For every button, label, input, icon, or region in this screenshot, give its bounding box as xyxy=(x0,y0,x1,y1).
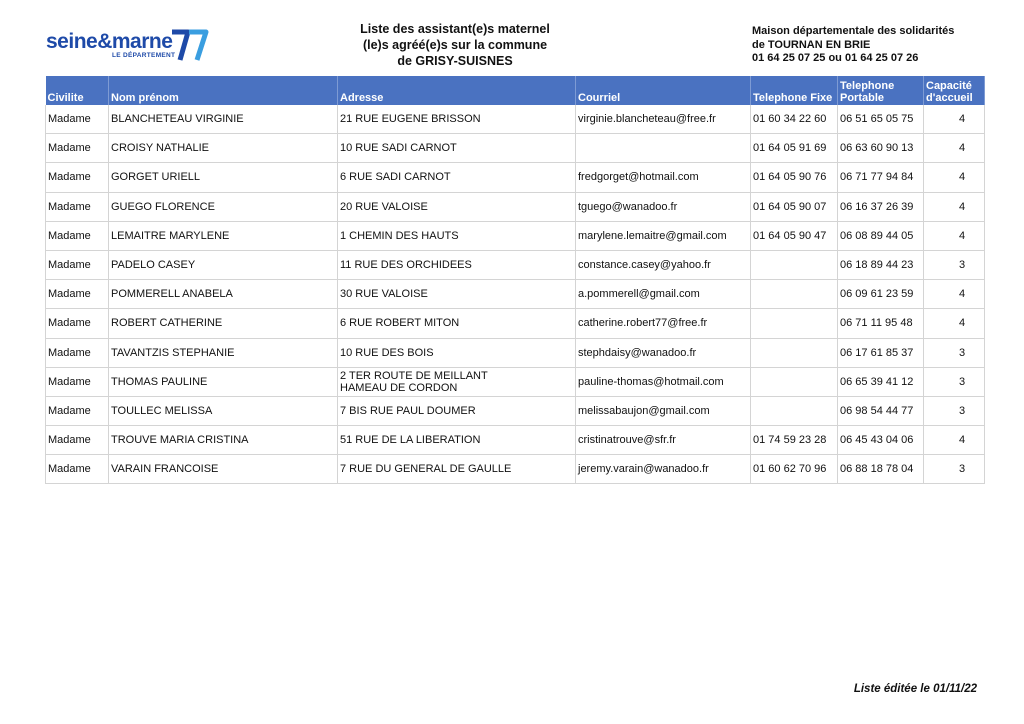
cell-civilite: Madame xyxy=(46,426,109,455)
cell-courriel: melissabaujon@gmail.com xyxy=(576,396,751,425)
cell-capacite: 3 xyxy=(924,338,985,367)
cell-capacite: 4 xyxy=(924,192,985,221)
cell-tel-portable: 06 71 77 94 84 xyxy=(838,163,924,192)
department-logo xyxy=(46,28,211,64)
edition-date: Liste éditée le 01/11/22 xyxy=(853,683,977,695)
cell-capacite: 4 xyxy=(924,280,985,309)
cell-nom: BLANCHETEAU VIRGINIE xyxy=(109,105,338,134)
cell-adresse: 21 RUE EUGENE BRISSON xyxy=(338,105,576,134)
cell-capacite: 4 xyxy=(924,426,985,455)
cell-tel-fixe xyxy=(751,309,838,338)
cell-tel-portable: 06 08 89 44 05 xyxy=(838,221,924,250)
cell-capacite: 4 xyxy=(924,134,985,163)
cell-courriel: a.pommerell@gmail.com xyxy=(576,280,751,309)
cell-courriel: stephdaisy@wanadoo.fr xyxy=(576,338,751,367)
cell-civilite: Madame xyxy=(46,309,109,338)
cell-capacite: 4 xyxy=(924,163,985,192)
cell-nom: GUEGO FLORENCE xyxy=(109,192,338,221)
cell-capacite: 4 xyxy=(924,221,985,250)
cell-nom: GORGET URIELL xyxy=(109,163,338,192)
cell-nom: LEMAITRE MARYLENE xyxy=(109,221,338,250)
title-line-1: Liste des assistant(e)s maternel xyxy=(360,22,550,36)
table-row xyxy=(46,105,985,134)
cell-courriel: catherine.robert77@free.fr xyxy=(576,309,751,338)
cell-tel-fixe xyxy=(751,367,838,396)
cell-adresse: 10 RUE DES BOIS xyxy=(338,338,576,367)
cell-civilite: Madame xyxy=(46,250,109,279)
assistants-table xyxy=(45,76,985,484)
cell-capacite: 4 xyxy=(924,309,985,338)
cell-courriel: tguego@wanadoo.fr xyxy=(576,192,751,221)
org-phone: 01 64 25 07 25 ou 01 64 25 07 26 xyxy=(752,52,919,64)
table-row xyxy=(46,455,985,484)
cell-courriel: jeremy.varain@wanadoo.fr xyxy=(576,455,751,484)
cell-nom: POMMERELL ANABELA xyxy=(109,280,338,309)
cell-tel-portable: 06 16 37 26 39 xyxy=(838,192,924,221)
logo-77-icon xyxy=(170,28,210,64)
cell-tel-fixe: 01 74 59 23 28 xyxy=(751,426,838,455)
cell-nom: TROUVE MARIA CRISTINA xyxy=(109,426,338,455)
cell-courriel: virginie.blancheteau@free.fr xyxy=(576,105,751,134)
cell-tel-fixe: 01 64 05 90 07 xyxy=(751,192,838,221)
table-row xyxy=(46,338,985,367)
col-header-capacite: Capacité d'accueil xyxy=(924,76,985,105)
cell-courriel: constance.casey@yahoo.fr xyxy=(576,250,751,279)
cell-civilite: Madame xyxy=(46,367,109,396)
cell-tel-portable: 06 63 60 90 13 xyxy=(838,134,924,163)
table-row xyxy=(46,192,985,221)
cell-nom: VARAIN FRANCOISE xyxy=(109,455,338,484)
logo-tagline: LE DÉPARTEMENT xyxy=(112,52,176,59)
table-body xyxy=(46,105,985,484)
organization-info xyxy=(752,25,954,66)
table-row xyxy=(46,396,985,425)
table-header-row xyxy=(46,76,985,105)
cell-tel-fixe: 01 60 62 70 96 xyxy=(751,455,838,484)
cell-adresse: 1 CHEMIN DES HAUTS xyxy=(338,221,576,250)
cell-nom: THOMAS PAULINE xyxy=(109,367,338,396)
cell-tel-portable: 06 71 11 95 48 xyxy=(838,309,924,338)
cell-tel-portable: 06 88 18 78 04 xyxy=(838,455,924,484)
cell-tel-fixe xyxy=(751,396,838,425)
org-name: Maison départementale des solidarités xyxy=(752,25,955,37)
cell-tel-portable: 06 45 43 04 06 xyxy=(838,426,924,455)
table-row xyxy=(46,221,985,250)
cell-civilite: Madame xyxy=(46,105,109,134)
cell-adresse: 7 RUE DU GENERAL DE GAULLE xyxy=(338,455,576,484)
cell-adresse: 20 RUE VALOISE xyxy=(338,192,576,221)
cell-tel-fixe: 01 64 05 90 76 xyxy=(751,163,838,192)
table-row xyxy=(46,134,985,163)
cell-civilite: Madame xyxy=(46,280,109,309)
table-row xyxy=(46,280,985,309)
cell-tel-fixe xyxy=(751,280,838,309)
cell-tel-fixe xyxy=(751,250,838,279)
cell-civilite: Madame xyxy=(46,338,109,367)
col-header-tel-fixe: Telephone Fixe xyxy=(751,76,838,105)
logo-wordmark: seine&marne xyxy=(46,30,173,53)
cell-tel-portable: 06 65 39 41 12 xyxy=(838,367,924,396)
col-header-tel-portable: Telephone Portable xyxy=(838,76,924,105)
cell-courriel: cristinatrouve@sfr.fr xyxy=(576,426,751,455)
table-row xyxy=(46,309,985,338)
cell-tel-portable: 06 17 61 85 37 xyxy=(838,338,924,367)
cell-adresse: 30 RUE VALOISE xyxy=(338,280,576,309)
cell-capacite: 3 xyxy=(924,250,985,279)
table-row xyxy=(46,163,985,192)
cell-adresse: 7 BIS RUE PAUL DOUMER xyxy=(338,396,576,425)
cell-civilite: Madame xyxy=(46,192,109,221)
cell-capacite: 3 xyxy=(924,396,985,425)
cell-adresse: 10 RUE SADI CARNOT xyxy=(338,134,576,163)
cell-civilite: Madame xyxy=(46,455,109,484)
cell-civilite: Madame xyxy=(46,396,109,425)
table-row xyxy=(46,250,985,279)
cell-tel-fixe: 01 64 05 90 47 xyxy=(751,221,838,250)
col-header-nom: Nom prénom xyxy=(109,76,338,105)
cell-courriel xyxy=(576,134,751,163)
cell-tel-portable: 06 51 65 05 75 xyxy=(838,105,924,134)
col-header-adresse: Adresse xyxy=(338,76,576,105)
cell-nom: ROBERT CATHERINE xyxy=(109,309,338,338)
col-header-civilite: Civilite xyxy=(46,76,109,105)
cell-courriel: fredgorget@hotmail.com xyxy=(576,163,751,192)
cell-tel-fixe xyxy=(751,338,838,367)
cell-courriel: marylene.lemaitre@gmail.com xyxy=(576,221,751,250)
cell-adresse: 6 RUE ROBERT MITON xyxy=(338,309,576,338)
cell-capacite: 4 xyxy=(924,105,985,134)
col-header-courriel: Courriel xyxy=(576,76,751,105)
cell-adresse: 51 RUE DE LA LIBERATION xyxy=(338,426,576,455)
cell-nom: PADELO CASEY xyxy=(109,250,338,279)
table-row xyxy=(46,367,985,396)
cell-adresse: 2 TER ROUTE DE MEILLANT HAMEAU DE CORDON xyxy=(338,367,576,396)
cell-courriel: pauline-thomas@hotmail.com xyxy=(576,367,751,396)
cell-civilite: Madame xyxy=(46,221,109,250)
cell-tel-portable: 06 98 54 44 77 xyxy=(838,396,924,425)
cell-capacite: 3 xyxy=(924,455,985,484)
cell-tel-portable: 06 18 89 44 23 xyxy=(838,250,924,279)
cell-tel-portable: 06 09 61 23 59 xyxy=(838,280,924,309)
cell-nom: TOULLEC MELISSA xyxy=(109,396,338,425)
cell-tel-fixe: 01 64 05 91 69 xyxy=(751,134,838,163)
cell-nom: CROISY NATHALIE xyxy=(109,134,338,163)
cell-tel-fixe: 01 60 34 22 60 xyxy=(751,105,838,134)
cell-capacite: 3 xyxy=(924,367,985,396)
cell-civilite: Madame xyxy=(46,163,109,192)
cell-civilite: Madame xyxy=(46,134,109,163)
document-title xyxy=(335,21,575,69)
cell-adresse: 6 RUE SADI CARNOT xyxy=(338,163,576,192)
org-location: de TOURNAN EN BRIE xyxy=(752,38,871,51)
title-line-2: (le)s agréé(e)s sur la commune xyxy=(362,38,548,52)
table-row xyxy=(46,426,985,455)
cell-nom: TAVANTZIS STEPHANIE xyxy=(109,338,338,367)
cell-adresse: 11 RUE DES ORCHIDEES xyxy=(338,250,576,279)
title-line-3: de GRISY-SUISNES xyxy=(397,54,513,68)
